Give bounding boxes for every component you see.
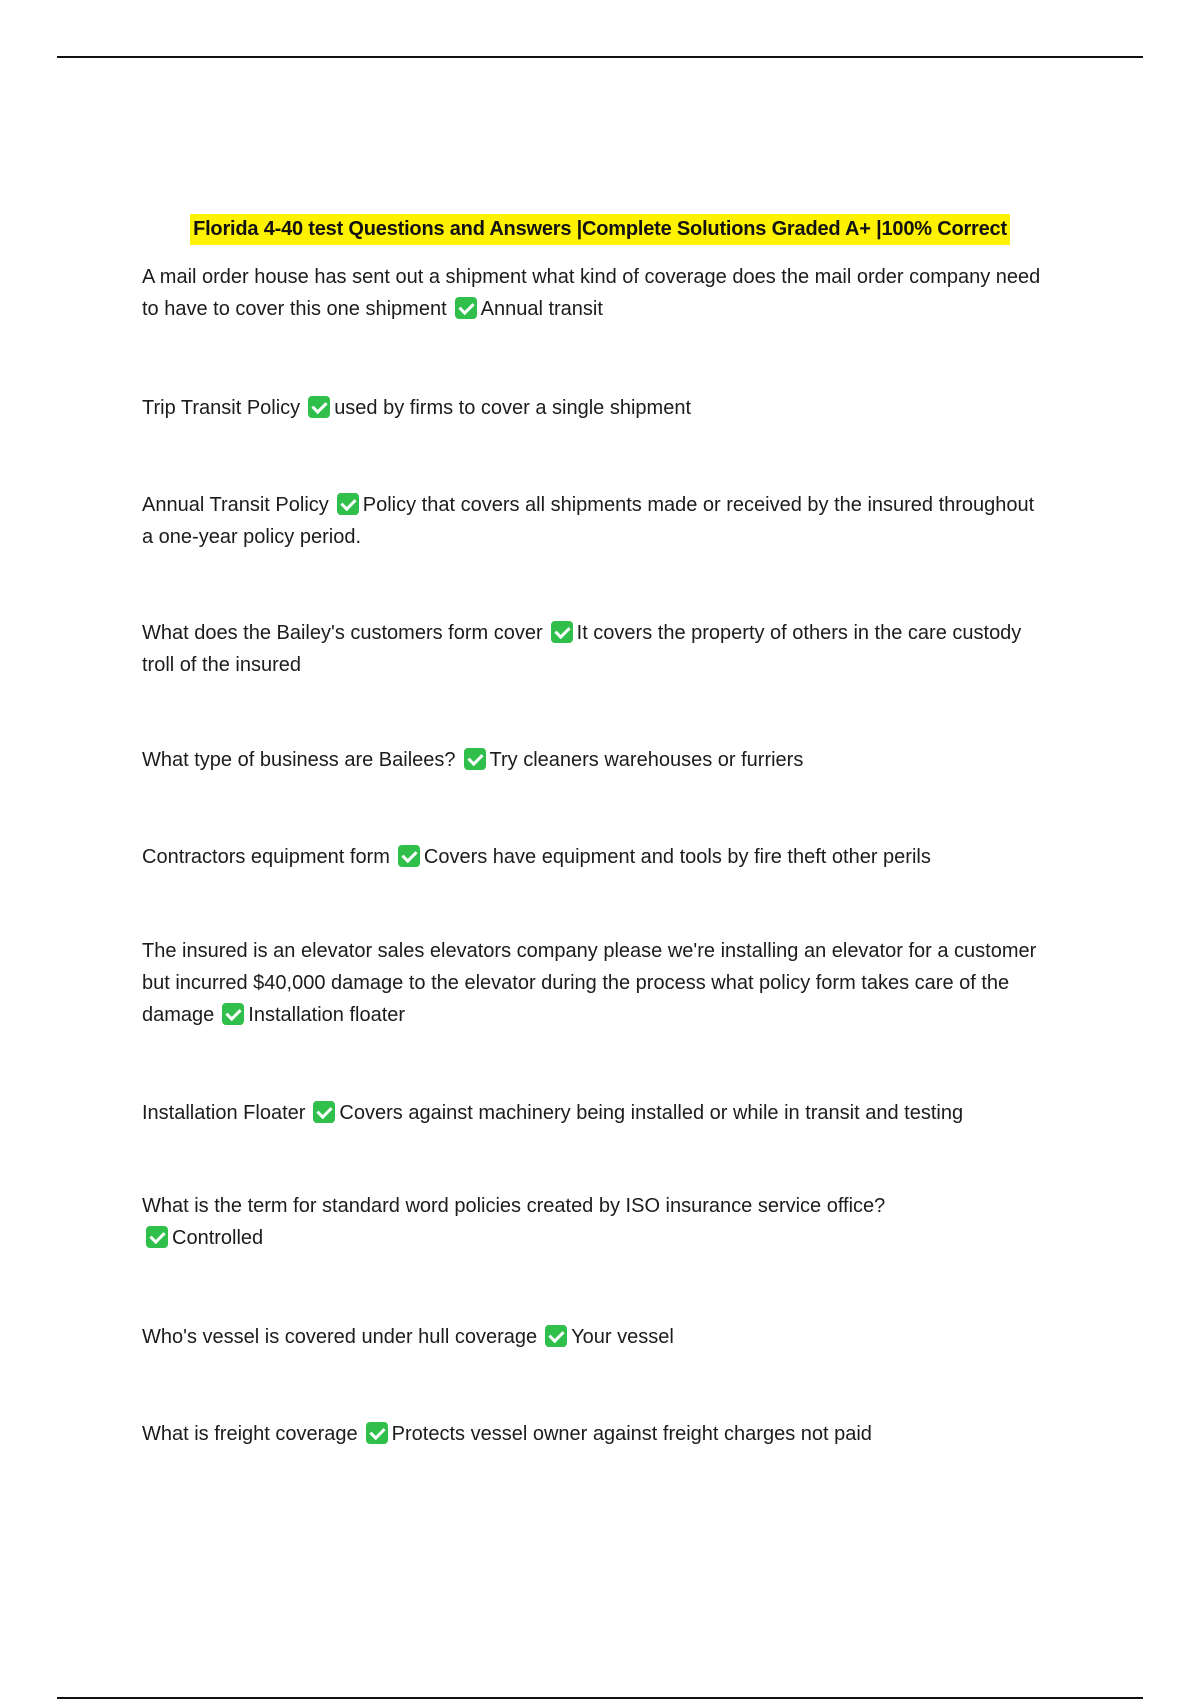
qa-item (142, 261, 1042, 325)
check-mark-icon (398, 845, 420, 867)
answer-text: Protects vessel owner against freight charges not paid (391, 1423, 872, 1445)
question-text: What does the Bailey's customers form cover (142, 622, 543, 644)
qa-item (142, 1321, 1042, 1353)
qa-item (142, 392, 1042, 424)
question-text: Annual Transit Policy (142, 494, 329, 516)
check-mark-icon (146, 1226, 168, 1248)
header-rule (57, 56, 1143, 58)
answer-text: It covers the property of others in the care custody troll of the insured (142, 622, 1022, 676)
qa-item (142, 489, 1042, 553)
question-text: Trip Transit Policy (142, 397, 301, 419)
check-mark-icon (551, 621, 573, 643)
answer-text: Annual transit (480, 298, 603, 320)
answer-text: Covers have equipment and tools by fire theft other perils (423, 846, 931, 868)
check-mark-icon (222, 1003, 244, 1025)
question-text: Installation Floater (142, 1102, 306, 1124)
check-mark-icon (464, 748, 486, 770)
qa-item (142, 841, 1042, 873)
qa-item (142, 1097, 1042, 1129)
qa-item (142, 617, 1042, 681)
question-text: Who's vessel is covered under hull coverage (142, 1326, 538, 1348)
question-text: What is the term for standard word policies created by ISO insurance service office? (142, 1195, 886, 1217)
check-mark-icon (308, 396, 330, 418)
qa-item (142, 1418, 1042, 1450)
check-mark-icon (455, 297, 477, 319)
qa-item (142, 744, 1042, 776)
question-text: Contractors equipment form (142, 846, 390, 868)
question-text: A mail order house has sent out a shipment what kind of coverage does the mail order company need to have to cover this one shipment (142, 266, 1041, 320)
check-mark-icon (545, 1325, 567, 1347)
answer-text: Installation floater (248, 1004, 406, 1026)
qa-item (142, 1190, 1042, 1254)
title-row (0, 214, 1200, 245)
footer-rule (57, 1697, 1143, 1699)
answer-text: Controlled (172, 1227, 264, 1249)
check-mark-icon (337, 493, 359, 515)
document-title: Florida 4-40 test Questions and Answers |Complete Solutions Graded A+ |100% Correct (190, 214, 1010, 245)
qa-item (142, 935, 1042, 1031)
question-text: What is freight coverage (142, 1423, 358, 1445)
question-text: What type of business are Bailees? (142, 749, 456, 771)
answer-text: Your vessel (571, 1326, 674, 1348)
answer-text: used by firms to cover a single shipment (334, 397, 692, 419)
answer-text: Try cleaners warehouses or furriers (489, 749, 804, 771)
answer-text: Covers against machinery being installed or while in transit and testing (339, 1102, 964, 1124)
answer-text: Policy that covers all shipments made or received by the insured throughout a one-year policy period. (142, 494, 1035, 548)
check-mark-icon (313, 1101, 335, 1123)
question-text: The insured is an elevator sales elevators company please we're installing an elevator for a customer but incurred $40,000 damage to the elevator during the process what policy form takes care of the damage (142, 940, 1037, 1026)
check-mark-icon (366, 1422, 388, 1444)
